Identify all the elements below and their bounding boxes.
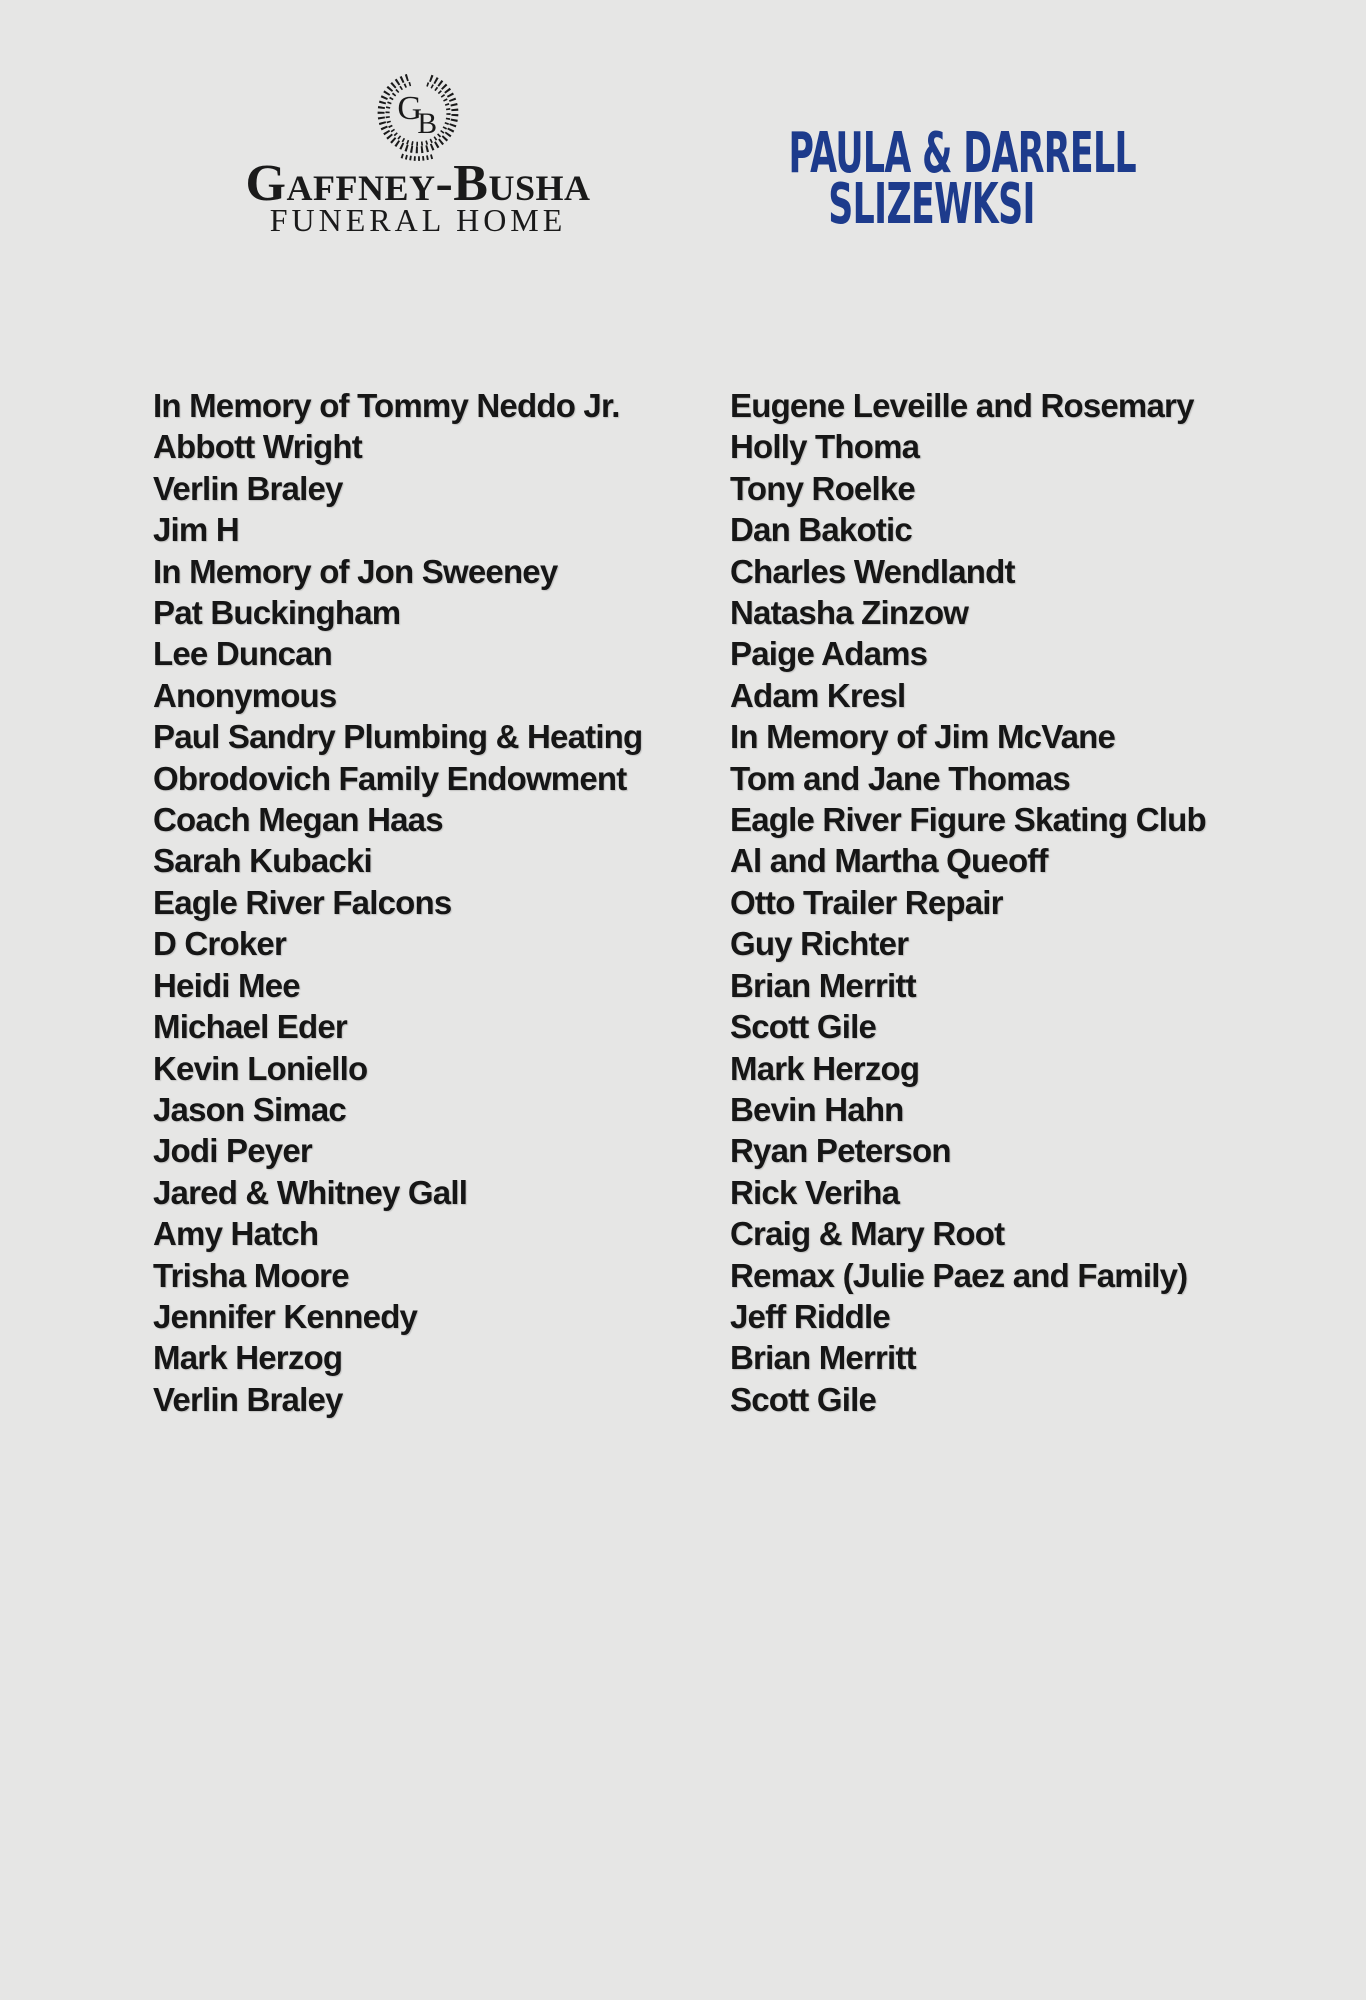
donor-name: Al and Martha Queoff [730,842,1048,880]
donor-name: Pat Buckingham [153,594,401,632]
donor-name: Obrodovich Family Endowment [153,759,627,797]
donor-name: Heidi Mee [153,966,300,1004]
donor-name: Adam Kresl [730,676,906,714]
donor-name: Mark Herzog [730,1049,920,1087]
donor-name: D Croker [153,925,286,963]
donor-name: Jennifer Kennedy [153,1297,418,1335]
donor-name: Jeff Riddle [730,1297,890,1335]
monogram-letter-g: G [397,89,423,127]
donor-name: Bevin Hahn [730,1090,904,1128]
donor-list-left-column [153,385,768,1420]
donor-name: Michael Eder [153,1008,347,1046]
donor-name: Scott Gile [730,1008,877,1046]
donor-name: Abbott Wright [153,428,362,466]
donor-name: Amy Hatch [153,1215,319,1253]
monogram-letter-b: B [417,107,438,140]
donor-name: Otto Trailer Repair [730,883,1003,921]
donor-name: Trisha Moore [153,1256,349,1294]
donor-name: Jim H [153,511,239,549]
donor-name: Brian Merritt [730,1339,916,1377]
donor-name: In Memory of Jon Sweeney [153,552,558,590]
donor-name: Verlin Braley [153,1380,343,1418]
donor-name: Eugene Leveille and Rosemary [730,387,1194,424]
donor-name: Tony Roelke [730,469,915,507]
donor-name: In Memory of Tommy Neddo Jr. [153,387,620,424]
donor-name: Dan Bakotic [730,511,912,549]
honoree-title [682,121,1182,237]
donor-name: Remax (Julie Paez and Family) [730,1256,1188,1294]
donor-name: Verlin Braley [153,469,343,507]
donor-name: Mark Herzog [153,1339,343,1377]
donor-name: Craig & Mary Root [730,1215,1005,1253]
donor-name: Jared & Whitney Gall [153,1173,468,1211]
donor-name: Paige Adams [730,635,928,673]
donor-name: Rick Veriha [730,1173,900,1211]
donor-name: Guy Richter [730,925,909,963]
funeral-home-logo [178,70,658,236]
donor-name: Natasha Zinzow [730,594,969,632]
honoree-title-line2: SLIZEWKSI [828,172,1036,237]
donor-name: In Memory of Jim McVane [730,718,1116,756]
donor-name: Tom and Jane Thomas [730,759,1070,797]
donor-list-right-column [730,385,1345,1420]
donor-name: Eagle River Figure Skating Club [730,801,1206,839]
donor-name: Coach Megan Haas [153,801,443,839]
donor-name: Jodi Peyer [153,1132,312,1170]
donor-name: Paul Sandry Plumbing & Heating [153,718,643,756]
donor-name: Sarah Kubacki [153,842,372,880]
donor-name: Charles Wendlandt [730,552,1015,590]
donor-name: Lee Duncan [153,635,333,673]
laurel-wreath-icon [371,70,465,166]
donor-name: Ryan Peterson [730,1132,951,1170]
funeral-home-subtitle: FUNERAL HOME [269,202,567,238]
donor-name: Holly Thoma [730,428,920,466]
donor-name: Jason Simac [153,1090,346,1128]
honoree-title-line1: PAULA & DARRELL [788,121,1137,186]
funeral-home-name: Gaffney-Busha [245,155,591,212]
donor-name: Brian Merritt [730,966,916,1004]
donor-name: Eagle River Falcons [153,883,452,921]
donor-name: Scott Gile [730,1380,877,1418]
donor-name: Kevin Loniello [153,1049,368,1087]
donor-name: Anonymous [153,676,337,714]
